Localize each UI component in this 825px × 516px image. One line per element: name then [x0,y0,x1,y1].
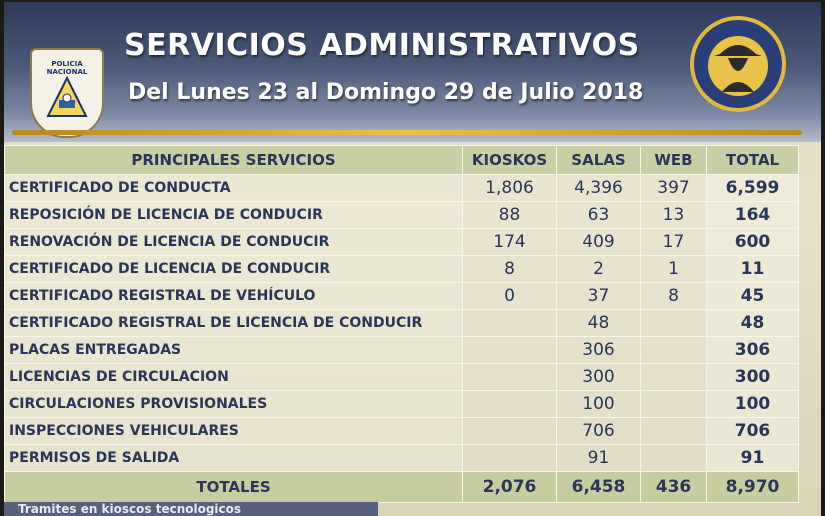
service-name: REPOSICIÓN DE LICENCIA DE CONDUCIR [5,202,463,229]
col-header-services: PRINCIPALES SERVICIOS [5,146,463,175]
salas-value: 4,396 [557,175,641,202]
table-row [5,337,799,364]
web-value [641,418,707,445]
total-value: 91 [707,445,799,472]
police-badge-logo [30,48,104,138]
table-row [5,283,799,310]
table-row [5,418,799,445]
web-value: 1 [641,256,707,283]
col-header-web: WEB [641,146,707,175]
web-value [641,391,707,418]
table-row [5,256,799,283]
total-value: 100 [707,391,799,418]
web-total: 436 [641,472,707,503]
kioskos-value: 0 [463,283,557,310]
header-banner [4,2,821,142]
salas-value: 37 [557,283,641,310]
triangle-emblem-icon [46,76,88,122]
total-value: 45 [707,283,799,310]
police-badge-text: POLICIA NACIONAL [46,60,88,76]
service-name: CERTIFICADO REGISTRAL DE VEHÍCULO [5,283,463,310]
web-value: 13 [641,202,707,229]
total-value: 6,599 [707,175,799,202]
service-name: INSPECCIONES VEHICULARES [5,418,463,445]
table-header-row [5,146,799,175]
web-value: 8 [641,283,707,310]
table-row [5,445,799,472]
web-value: 17 [641,229,707,256]
web-value [641,337,707,364]
salas-value: 2 [557,256,641,283]
kioskos-value [463,391,557,418]
kioskos-value [463,445,557,472]
kioskos-value: 1,806 [463,175,557,202]
table-row [5,364,799,391]
kioskos-value [463,310,557,337]
page-title: SERVICIOS ADMINISTRATIVOS [124,28,640,63]
salas-value: 63 [557,202,641,229]
service-name: CERTIFICADO REGISTRAL DE LICENCIA DE CONDUCIR [5,310,463,337]
table-row [5,310,799,337]
total-value: 706 [707,418,799,445]
table-row [5,175,799,202]
web-value: 397 [641,175,707,202]
total-value: 600 [707,229,799,256]
col-header-kioskos: KIOSKOS [463,146,557,175]
salas-value: 706 [557,418,641,445]
salas-value: 48 [557,310,641,337]
kioskos-value [463,337,557,364]
salas-value: 300 [557,364,641,391]
service-name: CIRCULACIONES PROVISIONALES [5,391,463,418]
salas-value: 100 [557,391,641,418]
web-value [641,445,707,472]
service-name: PLACAS ENTREGADAS [5,337,463,364]
total-value: 300 [707,364,799,391]
table-row [5,391,799,418]
col-header-total: TOTAL [707,146,799,175]
presentation-screen [4,2,821,516]
salas-total: 6,458 [557,472,641,503]
sandino-logo [688,14,788,114]
salas-value: 91 [557,445,641,472]
kioskos-value [463,418,557,445]
date-range-subtitle: Del Lunes 23 al Domingo 29 de Julio 2018 [128,80,644,105]
service-name: RENOVACIÓN DE LICENCIA DE CONDUCIR [5,229,463,256]
sandino-silhouette-icon [688,14,788,114]
col-header-salas: SALAS [557,146,641,175]
service-name: LICENCIAS DE CIRCULACION [5,364,463,391]
services-table [4,145,799,503]
totals-label: TOTALES [5,472,463,503]
service-name: CERTIFICADO DE LICENCIA DE CONDUCIR [5,256,463,283]
web-value [641,310,707,337]
kioskos-value [463,364,557,391]
table-row [5,229,799,256]
table-row [5,202,799,229]
kioskos-total: 2,076 [463,472,557,503]
total-value: 11 [707,256,799,283]
web-value [641,364,707,391]
total-value: 306 [707,337,799,364]
total-value: 48 [707,310,799,337]
salas-value: 409 [557,229,641,256]
kioskos-value: 88 [463,202,557,229]
footer-caption: Tramites en kioscos tecnologicos [4,502,378,516]
salas-value: 306 [557,337,641,364]
grand-total: 8,970 [707,472,799,503]
kioskos-value: 8 [463,256,557,283]
kioskos-value: 174 [463,229,557,256]
service-name: PERMISOS DE SALIDA [5,445,463,472]
totals-row [5,472,799,503]
gold-divider [12,130,802,135]
service-name: CERTIFICADO DE CONDUCTA [5,175,463,202]
total-value: 164 [707,202,799,229]
